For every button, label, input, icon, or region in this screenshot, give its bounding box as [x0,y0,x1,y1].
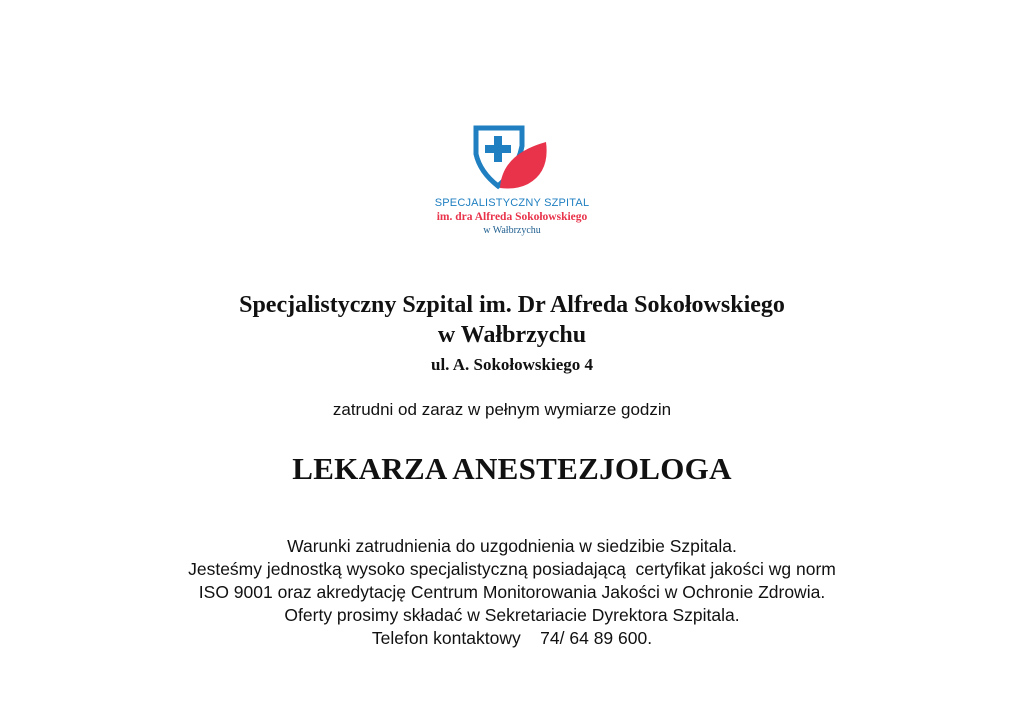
conditions-line: ISO 9001 oraz akredytację Centrum Monitorowania Jakości w Ochronie Zdrowia. [198,582,826,602]
conditions-line: Oferty prosimy składać w Sekretariacie Dyrektora Szpitala. [284,605,740,625]
conditions-line: Warunki zatrudnienia do uzgodnienia w siedzibie Szpitala. [287,536,737,556]
conditions-line: Jesteśmy jednostką wysoko specjalistyczną posiadającą certyfikat jakości wg norm [188,559,836,579]
hospital-name-line2: w Wałbrzychu [437,322,587,348]
position-title: LEKARZA ANESTEZJOLOGA [292,451,732,486]
logo-text-line2: im. dra Alfreda Sokołowskiego [436,211,588,223]
logo-text-line1: SPECJALISTYCZNY SZPITAL [434,197,590,209]
hospital-logo [0,124,1024,237]
hospital-cross-leaf-icon [472,124,552,192]
contact-phone-line: Telefon kontaktowy 74/ 64 89 600. [371,628,653,648]
employment-intro: zatrudni od zaraz w pełnym wymiarze godzin [332,400,672,419]
employment-conditions [0,535,1024,650]
logo-text-line3: w Wałbrzychu [483,225,541,236]
hospital-name-line1: Specjalistyczny Szpital im. Dr Alfreda Sokołowskiego [239,292,785,318]
hospital-name [0,290,1024,350]
hospital-address: ul. A. Sokołowskiego 4 [430,355,593,374]
